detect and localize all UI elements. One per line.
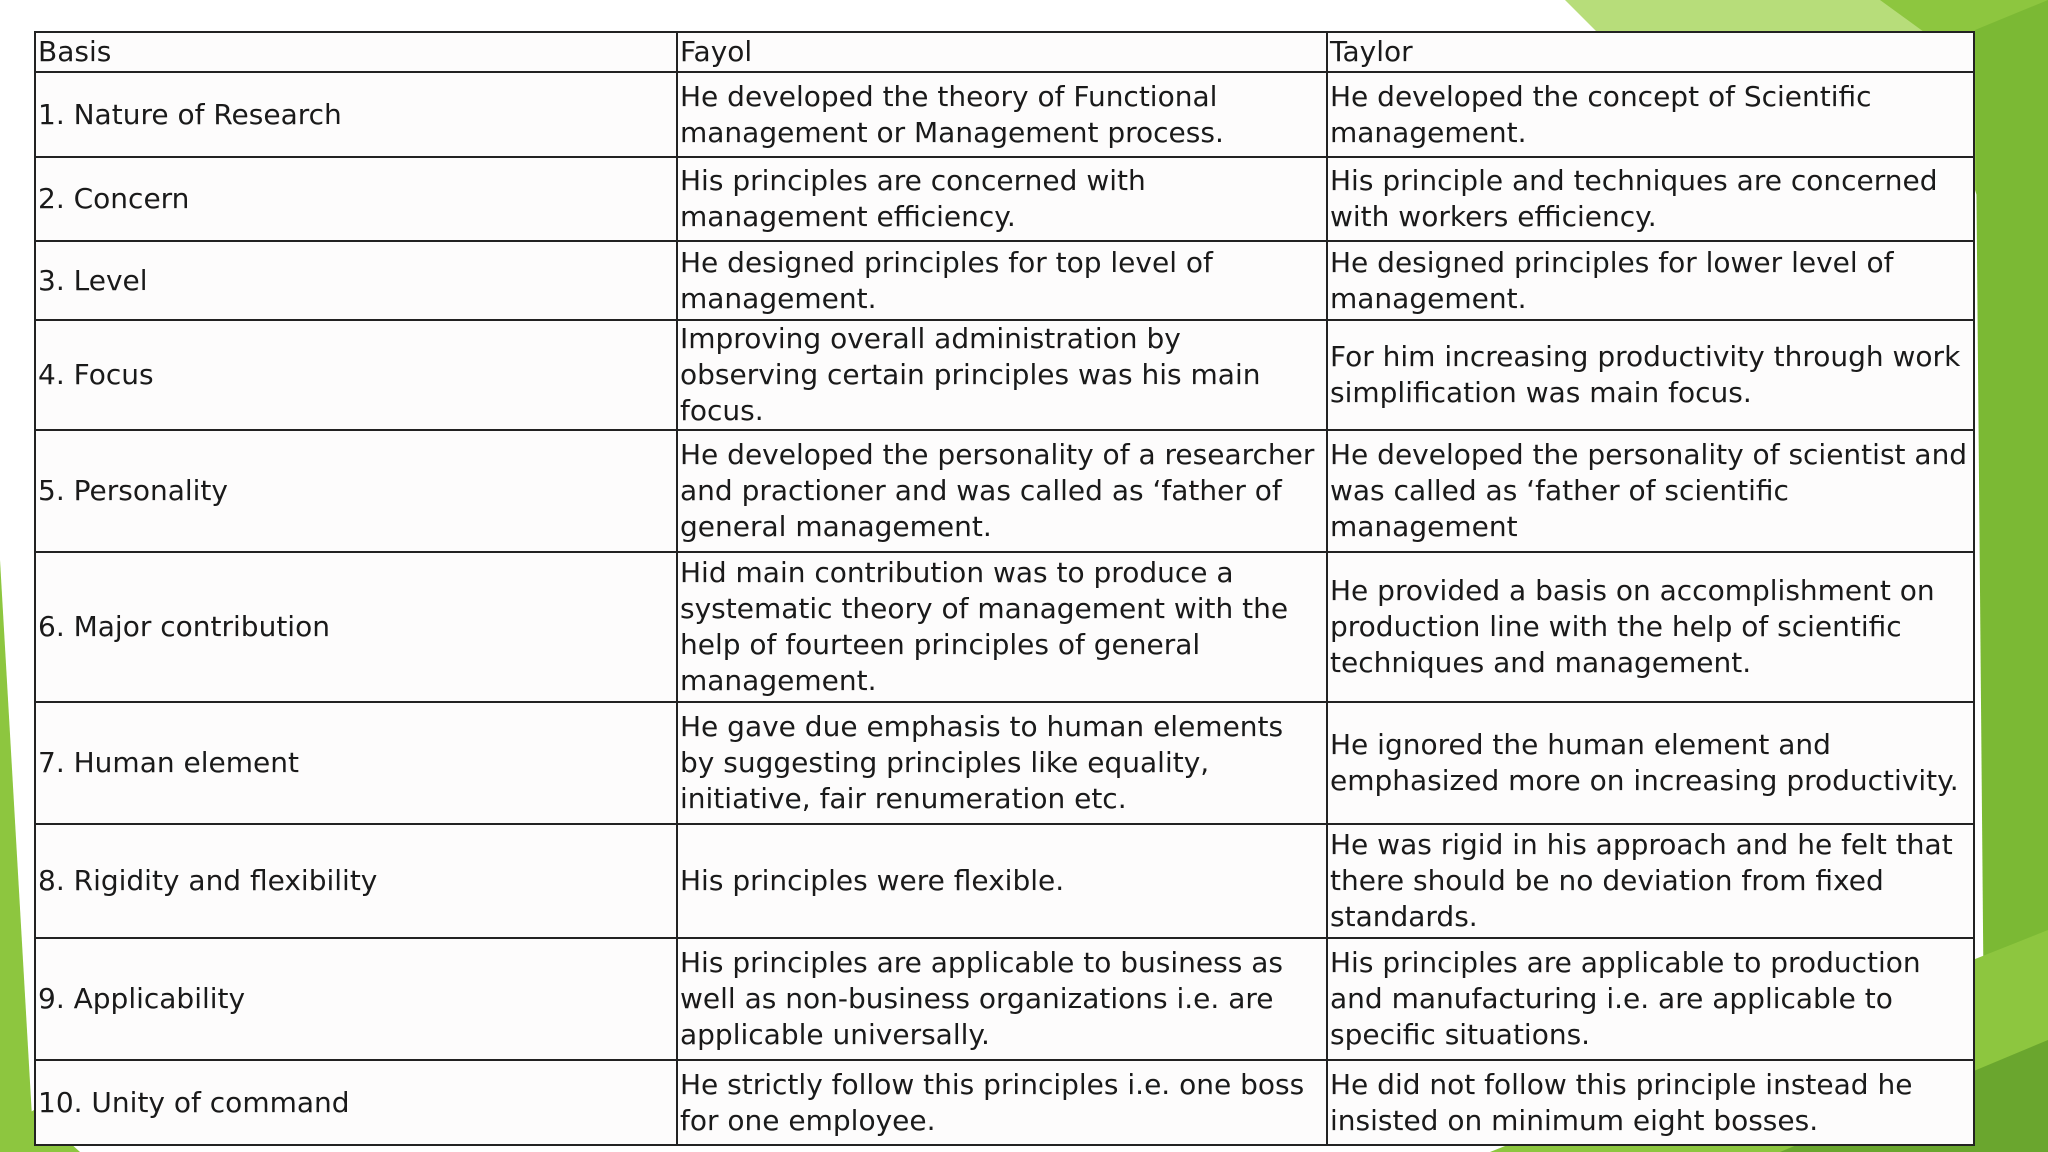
basis-cell: 9. Applicability <box>35 938 677 1060</box>
table-row <box>35 824 1974 938</box>
taylor-cell: His principle and techniques are concerned with workers efficiency. <box>1327 157 1974 241</box>
fayol-cell: He developed the personality of a researcher and practioner and was called as ‘father of general management. <box>677 430 1327 552</box>
taylor-cell: He designed principles for lower level of management. <box>1327 241 1974 320</box>
table-row <box>35 1060 1974 1145</box>
taylor-cell: He was rigid in his approach and he felt that there should be no deviation from fixed standards. <box>1327 824 1974 938</box>
fayol-cell: His principles are applicable to business as well as non-business organizations i.e. are applicable universally. <box>677 938 1327 1060</box>
fayol-cell: His principles are concerned with management efficiency. <box>677 157 1327 241</box>
taylor-cell: For him increasing productivity through work simplification was main focus. <box>1327 320 1974 430</box>
taylor-cell: He did not follow this principle instead he insisted on minimum eight bosses. <box>1327 1060 1974 1145</box>
basis-cell: 1. Nature of Research <box>35 72 677 157</box>
header-fayol: Fayol <box>677 32 1327 72</box>
basis-cell: 6. Major contribution <box>35 552 677 702</box>
fayol-cell: His principles were flexible. <box>677 824 1327 938</box>
table-row <box>35 702 1974 824</box>
taylor-cell: He provided a basis on accomplishment on production line with the help of scientific techniques and management. <box>1327 552 1974 702</box>
table-row <box>35 241 1974 320</box>
fayol-cell: Improving overall administration by observing certain principles was his main focus. <box>677 320 1327 430</box>
basis-cell: 7. Human element <box>35 702 677 824</box>
basis-cell: 3. Level <box>35 241 677 320</box>
basis-cell: 2. Concern <box>35 157 677 241</box>
table-row <box>35 320 1974 430</box>
header-basis: Basis <box>35 32 677 72</box>
fayol-cell: Hid main contribution was to produce a systematic theory of management with the help of fourteen principles of general management. <box>677 552 1327 702</box>
basis-cell: 8. Rigidity and flexibility <box>35 824 677 938</box>
table-row <box>35 72 1974 157</box>
table-row <box>35 430 1974 552</box>
fayol-cell: He gave due emphasis to human elements by suggesting principles like equality, initiative, fair renumeration etc. <box>677 702 1327 824</box>
table-row <box>35 938 1974 1060</box>
taylor-cell: His principles are applicable to production and manufacturing i.e. are applicable to specific situations. <box>1327 938 1974 1060</box>
table-header-row <box>35 32 1974 72</box>
basis-cell: 5. Personality <box>35 430 677 552</box>
basis-cell: 4. Focus <box>35 320 677 430</box>
left-edge-accent-shape <box>0 560 34 1152</box>
table-row <box>35 552 1974 702</box>
table-row <box>35 157 1974 241</box>
fayol-cell: He developed the theory of Functional management or Management process. <box>677 72 1327 157</box>
fayol-cell: He designed principles for top level of management. <box>677 241 1327 320</box>
header-taylor: Taylor <box>1327 32 1974 72</box>
comparison-table <box>34 31 1975 1146</box>
taylor-cell: He developed the concept of Scientific management. <box>1327 72 1974 157</box>
taylor-cell: He developed the personality of scientist and was called as ‘father of scientific management <box>1327 430 1974 552</box>
basis-cell: 10. Unity of command <box>35 1060 677 1145</box>
fayol-cell: He strictly follow this principles i.e. one boss for one employee. <box>677 1060 1327 1145</box>
taylor-cell: He ignored the human element and emphasized more on increasing productivity. <box>1327 702 1974 824</box>
